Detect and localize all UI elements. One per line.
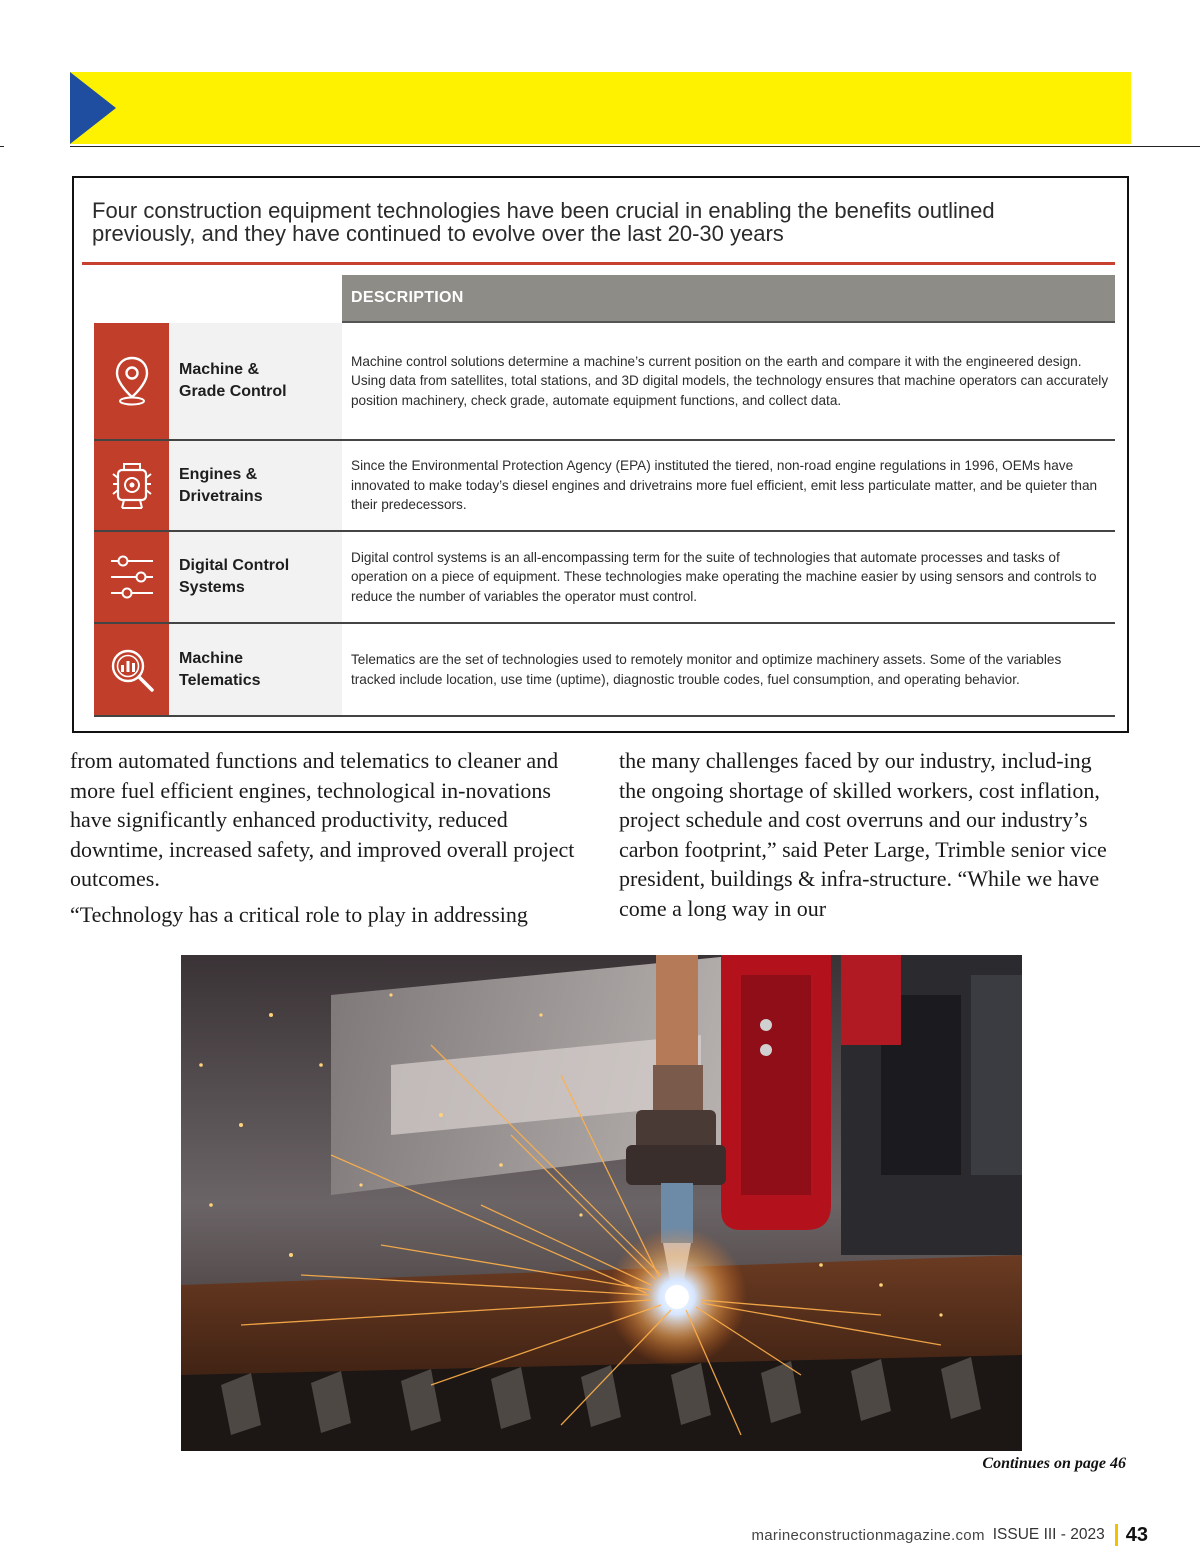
location-pin-icon xyxy=(112,355,152,407)
row-name-text: Engines & Drivetrains xyxy=(179,465,263,505)
icon-cell xyxy=(94,624,169,715)
row-description-text: Telematics are the set of technologies used to remotely monitor and optimize machinery assets. Some of the variables tracked include location, use time (uptime), diagnostic trouble codes, fuel consumption, and operating behavior. xyxy=(351,652,1062,687)
row-name xyxy=(169,323,342,439)
icon-cell xyxy=(94,532,169,622)
margin-tick xyxy=(0,146,4,147)
icon-cell xyxy=(94,323,169,439)
plasma-cutter-illustration xyxy=(181,955,1022,1451)
paragraph: from automated functions and telematics to cleaner and more fuel efficient engines, technological in-novations have significantly enhanced productivity, reduced downtime, increased safety, and improved overall project outcomes. xyxy=(70,748,575,891)
description-header: DESCRIPTION xyxy=(342,275,1115,321)
telematics-magnifier-icon xyxy=(108,646,156,694)
paragraph: “Technology has a critical role to play in addressing xyxy=(70,901,528,927)
row-description xyxy=(351,323,1115,439)
page-number: 43 xyxy=(1125,1523,1148,1546)
article-column-left xyxy=(70,746,585,929)
row-name xyxy=(169,624,342,715)
row-name-text: Machine & Grade Control xyxy=(179,361,287,400)
footer-issue: ISSUE III - 2023 xyxy=(992,1526,1105,1543)
row-divider xyxy=(94,715,1115,717)
table-row xyxy=(94,323,1115,439)
continues-note: Continues on page 46 xyxy=(982,1455,1126,1472)
figure-title: Four construction equipment technologies have been crucial in enabling the benefits outlined previously, and they have continued to evolve over the last 20-30 years xyxy=(92,198,995,246)
sliders-icon xyxy=(109,553,155,601)
row-description-text: Machine control solutions determine a machine’s current position on the earth and compare it with the engineered design. Using data from satellites, total stations, and 3D digital models, the technology ensures that machine operators can accurately position machinery, check grade, automate equipment functions, and collect data. xyxy=(351,353,1109,408)
paragraph: the many challenges faced by our industry, includ-ing the ongoing shortage of skilled workers, cost inflation, project schedule and cost overruns and our industry’s carbon footprint,” said Peter Large, Trimble senior vice president, buildings & infra-structure. “While we have come a long way in our xyxy=(619,748,1107,921)
row-description-text: Digital control systems is an all-encompassing term for the suite of technologies that automate processes and tasks of operation on a piece of equipment. These technologies make operating the machine easier by using sensors and controls to reduce the number of variables the operator must control. xyxy=(351,549,1097,604)
row-name-text: Machine Telematics xyxy=(179,649,261,689)
page-footer xyxy=(751,1522,1148,1548)
figure-title-rule xyxy=(82,262,1115,265)
row-description xyxy=(351,441,1115,530)
banner-rule xyxy=(70,146,1200,147)
banner-arrow-icon xyxy=(70,72,116,144)
icon-cell xyxy=(94,441,169,530)
table-row xyxy=(94,441,1115,530)
row-description-text: Since the Environmental Protection Agency (EPA) instituted the tiered, non-road engine regulations in 1996, OEMs have innovated to make today’s diesel engines and drivetrains more fuel efficient, emit less particulate matter, and be quieter than their predecessors. xyxy=(351,458,1098,513)
row-name xyxy=(169,532,342,622)
section-banner xyxy=(70,72,1131,144)
footer-site: marineconstructionmagazine.com xyxy=(751,1526,985,1544)
table-row xyxy=(94,532,1115,622)
engine-icon xyxy=(110,460,154,512)
table-row xyxy=(94,624,1115,715)
row-description xyxy=(351,532,1115,622)
row-name-text: Digital Control Systems xyxy=(179,557,290,596)
plasma-cutting-photo xyxy=(181,955,1022,1451)
row-name xyxy=(169,441,342,530)
row-description xyxy=(351,624,1115,715)
technology-figure xyxy=(72,176,1129,733)
article-column-right xyxy=(619,746,1119,923)
footer-divider xyxy=(1115,1524,1118,1546)
